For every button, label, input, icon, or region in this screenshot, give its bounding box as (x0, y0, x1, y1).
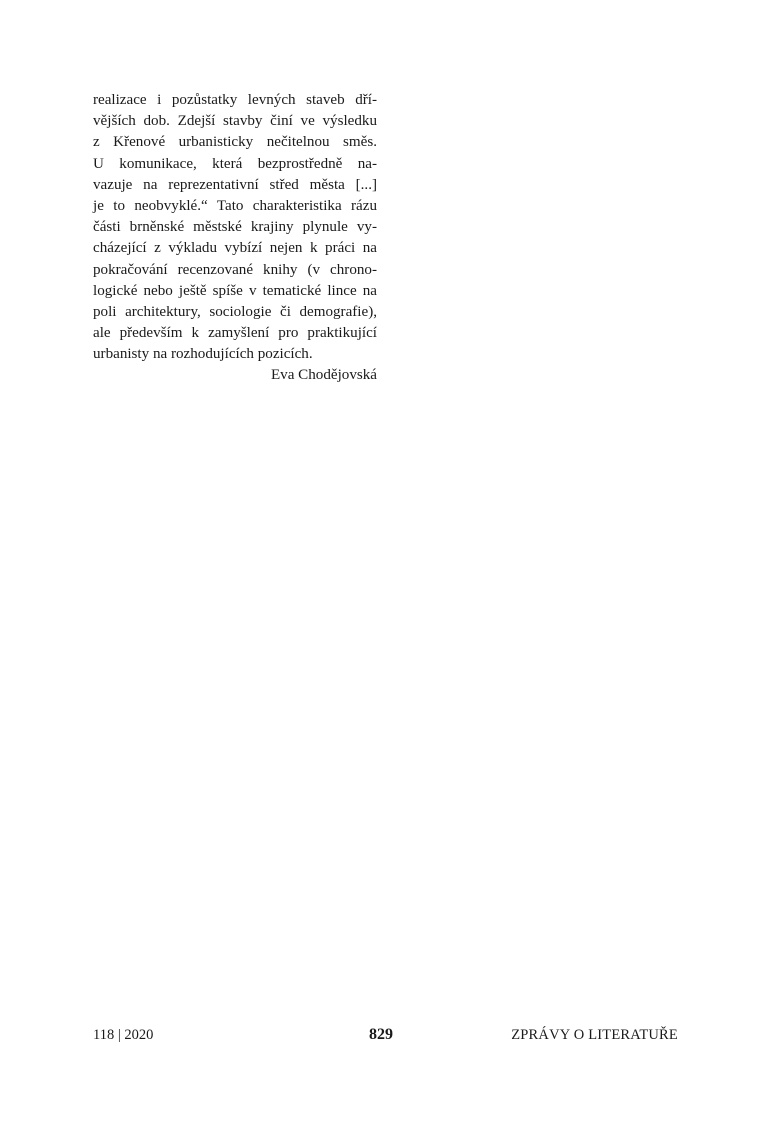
text-line: je to neobvyklé.“ Tato charakteristika rázu (93, 197, 377, 214)
page-footer (0, 1024, 762, 1046)
text-line: z Křenové urbanisticky nečitelnou směs. (93, 134, 377, 151)
text-line: realizace i pozůstatky levných staveb dří- (93, 92, 377, 108)
journal-title: ZPRÁVY O LITERATUŘE (511, 1027, 678, 1043)
text-line: U komunikace, která bezprostředně na- (93, 155, 377, 172)
issue-label: 118 | 2020 (93, 1027, 154, 1043)
text-line: logické nebo ještě spíše v tematické lince na (93, 282, 377, 299)
text-line: urbanisty na rozhodujících pozicích. (93, 346, 313, 363)
text-line: části brněnské městské krajiny plynule vy- (93, 219, 377, 236)
text-line: vazuje na reprezentativní střed města [...] (93, 176, 377, 193)
text-line: poli architektury, sociologie či demografie), (93, 303, 377, 320)
page-number: 829 (369, 1026, 393, 1043)
article-text-column (93, 90, 377, 387)
text-line: vějších dob. Zdejší stavby činí ve výsledku (93, 113, 377, 130)
text-line: pokračování recenzované knihy (v chrono- (93, 261, 377, 278)
text-line: ale především k zamyšlení pro praktikující (93, 325, 377, 342)
text-line: cházející z výkladu vybízí nejen k práci na (93, 240, 377, 257)
author-signature: Eva Chodějovská (270, 367, 377, 384)
